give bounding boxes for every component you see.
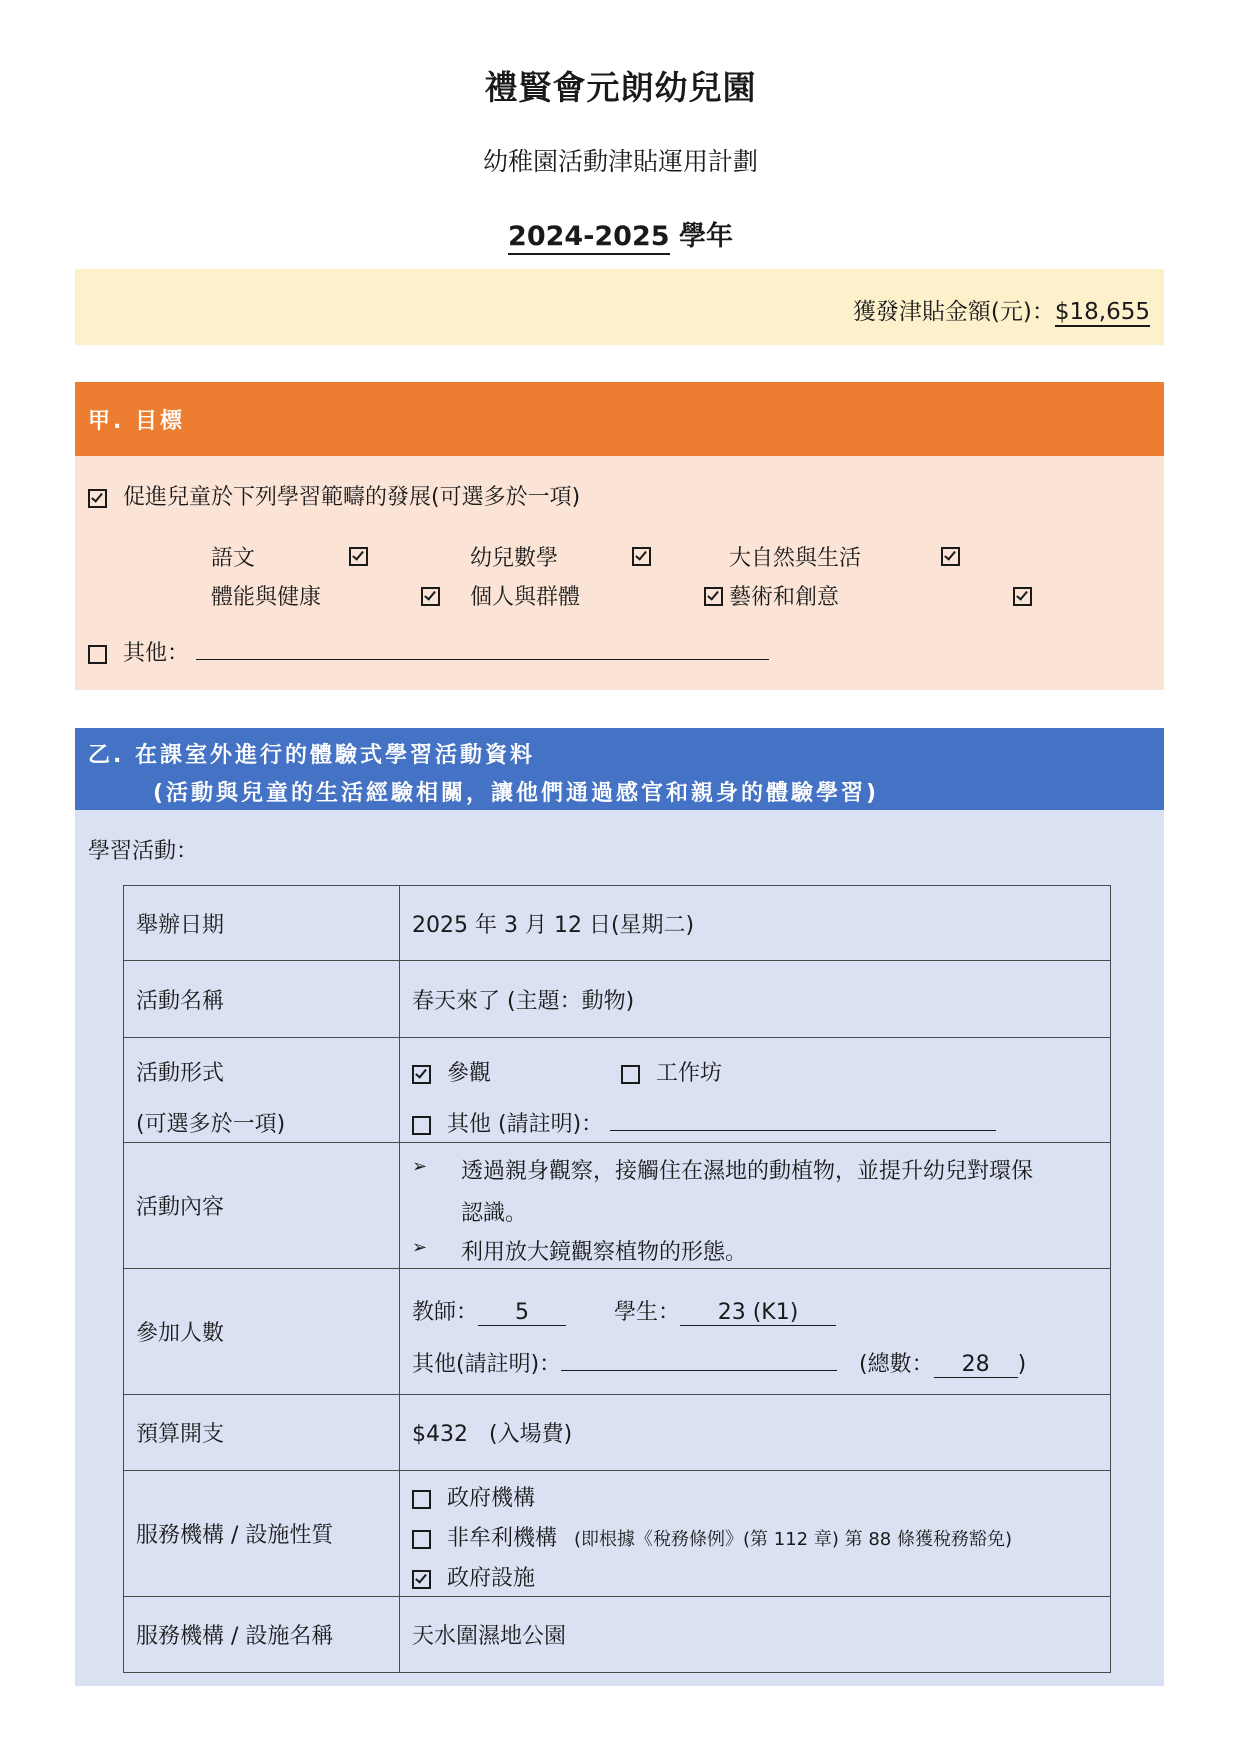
domain-label: 個人與群體 [470,585,581,610]
gov-facility-option [412,1561,535,1592]
domain-label: 體能與健康 [211,585,322,610]
format-other-checkbox[interactable] [412,1116,431,1135]
table-row [124,1269,1111,1395]
activity-name-label: 活動名稱 [124,961,400,1038]
section-a-body [75,456,1164,690]
activities-label: 學習活動： [88,839,199,864]
domain-label: 藝術和創意 [729,585,840,610]
domain-label: 大自然與生活 [729,546,862,571]
format-other-field[interactable] [610,1130,996,1131]
bullet-icon: ➢ [412,1237,428,1258]
gov-org-option [412,1481,535,1512]
other-participants [412,1347,837,1378]
domain-item [211,541,255,572]
activity-name-value: 春天來了 (主題：動物) [400,961,1111,1038]
content-item-cont: 認識。 [461,1201,528,1226]
table-row [124,886,1111,961]
table-row [124,1143,1111,1269]
domain-label: 幼兒數學 [470,546,559,571]
other-goal-field[interactable] [196,659,769,660]
activity-table [123,885,1111,1673]
format-options-cell [400,1038,1111,1143]
total-count [859,1347,1026,1378]
nature-label: 服務機構 / 設施性質 [124,1471,400,1597]
other-participants-field[interactable] [561,1370,837,1371]
nature-cell [400,1471,1111,1597]
gov-facility-checkbox[interactable] [412,1570,431,1589]
student-count [614,1295,836,1326]
grant-amount: $18,655 [1054,299,1150,325]
budget-value: $432 [412,1422,468,1447]
workshop-checkbox[interactable] [621,1065,640,1084]
plan-title: 幼稚園活動津貼運用計劃 [482,147,758,176]
main-goal-checkbox[interactable] [88,489,107,508]
npo-checkbox[interactable] [412,1530,431,1549]
main-goal-option [88,480,580,511]
total-value[interactable]: 28 [934,1352,1018,1378]
workshop-label: 工作坊 [656,1061,723,1086]
teacher-value[interactable]: 5 [478,1300,566,1326]
table-row [124,1395,1111,1471]
domain-item [470,580,580,611]
domain-item [211,580,321,611]
npo-label: 非牟利機構 [447,1526,558,1551]
domain-checkbox[interactable] [421,587,440,606]
section-b-title: 乙. 在課室外進行的體驗式學習活動資料 [88,743,536,768]
gov-org-label: 政府機構 [447,1486,536,1511]
content-item: 利用放大鏡觀察植物的形態。 [461,1240,748,1265]
other-participants-label: 其他(請註明)： [412,1352,562,1377]
section-b-header [75,728,1164,810]
school-name: 禮賢會元朗幼兒園 [484,68,757,107]
school-year-suffix: 學年 [669,221,733,252]
facility-name-value: 天水圍濕地公園 [400,1597,1111,1673]
visit-checkbox[interactable] [412,1065,431,1084]
gov-org-checkbox[interactable] [412,1490,431,1509]
format-label-cell [124,1038,400,1143]
date-label: 舉辦日期 [124,886,400,961]
domain-checkbox[interactable] [1013,587,1032,606]
grant-label: 獲發津貼金額(元)： [852,299,1055,325]
gov-facility-label: 政府設施 [447,1566,536,1591]
total-close: ) [1017,1352,1027,1377]
npo-note: (即根據《稅務條例》(第 112 章) 第 88 條獲稅務豁免) [574,1529,1012,1550]
other-goal-option [88,636,769,667]
format-workshop-option [621,1056,722,1087]
participants-cell [400,1269,1111,1395]
domain-item [729,580,839,611]
table-row [124,961,1111,1038]
domain-checkbox[interactable] [941,547,960,566]
budget-note: (入場費) [489,1422,573,1447]
teacher-count [412,1295,566,1326]
section-a-title: 甲. 目標 [88,409,186,434]
total-label: (總數： [859,1352,934,1377]
visit-label: 參觀 [447,1061,492,1086]
format-other-option [412,1107,996,1138]
budget-cell [400,1395,1111,1471]
table-row [124,1597,1111,1673]
format-other-label: 其他 (請註明)： [447,1112,604,1137]
other-goal-label: 其他： [123,641,190,666]
facility-name-label: 服務機構 / 設施名稱 [124,1597,400,1673]
content-cell [400,1143,1111,1269]
section-b-subtitle: (活動與兒童的生活經驗相關，讓他們通過感官和親身的體驗學習) [153,781,880,806]
budget-label: 預算開支 [124,1395,400,1471]
domain-checkbox[interactable] [349,547,368,566]
format-label: 活動形式 [136,1061,225,1086]
date-value: 2025 年 3 月 12 日(星期二) [400,886,1111,961]
school-year [0,214,1241,253]
bullet-icon: ➢ [412,1156,428,1177]
main-goal-label: 促進兒童於下列學習範疇的發展(可選多於一項) [123,485,581,510]
domain-checkbox[interactable] [704,587,723,606]
grant-amount-line [853,293,1150,326]
table-row [124,1038,1111,1143]
other-goal-checkbox[interactable] [88,645,107,664]
domain-item [470,541,558,572]
table-row [124,1471,1111,1597]
participants-label: 參加人數 [124,1269,400,1395]
format-label-note: (可選多於一項) [136,1112,286,1137]
content-label: 活動內容 [124,1143,400,1269]
grant-banner [75,269,1164,345]
domain-item [729,541,861,572]
content-item: 透過親身觀察，接觸住在濕地的動植物，並提升幼兒對環保 [461,1159,1034,1184]
npo-option [412,1521,1012,1552]
school-year-value: 2024-2025 [508,221,670,255]
format-visit-option [412,1056,491,1087]
domain-checkbox[interactable] [632,547,651,566]
student-label: 學生： [614,1300,681,1325]
student-value[interactable]: 23 (K1) [680,1300,836,1326]
teacher-label: 教師： [412,1300,479,1325]
section-a-header [75,382,1164,456]
domain-label: 語文 [211,546,256,571]
